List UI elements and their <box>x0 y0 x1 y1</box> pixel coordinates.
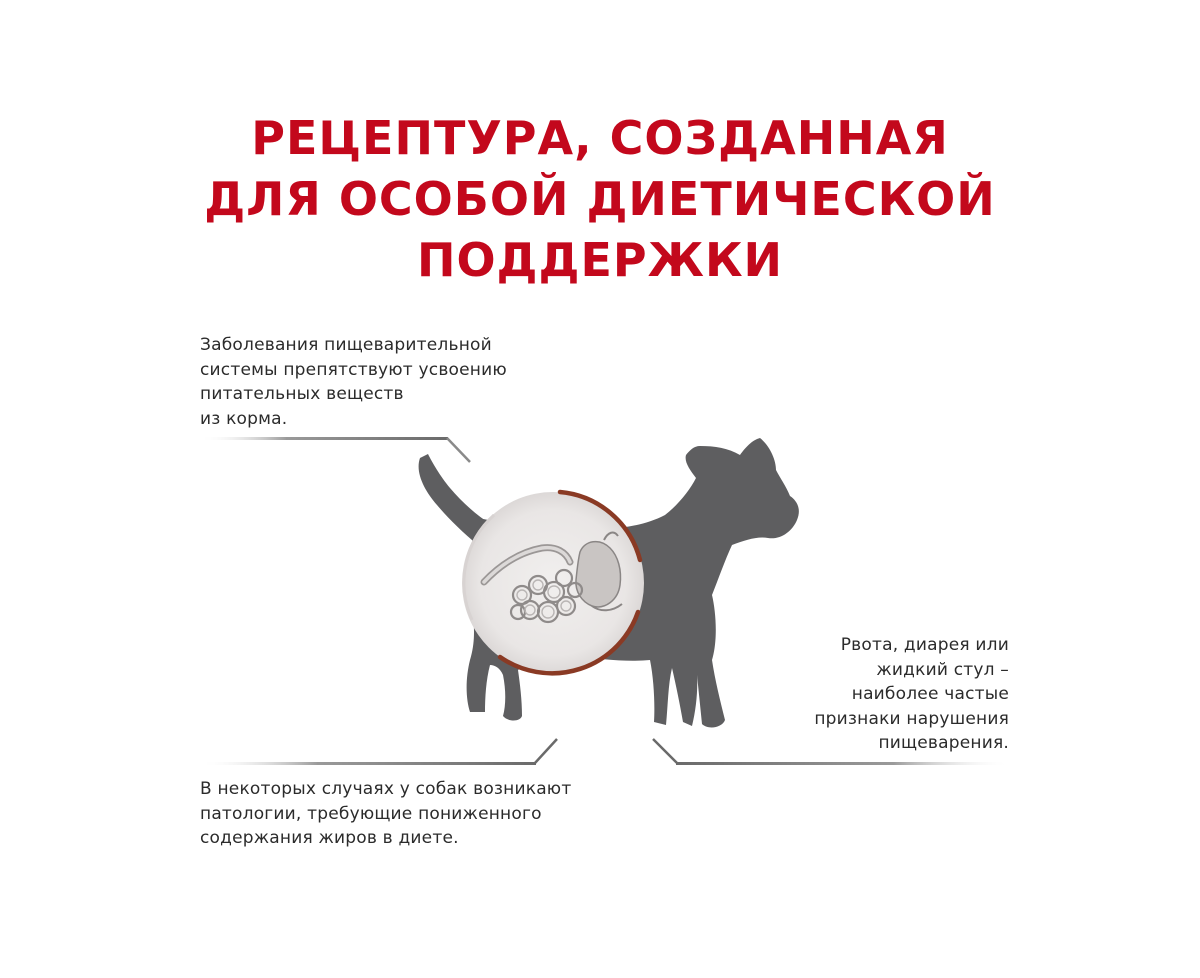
note-line: жидкий стул – <box>876 659 1009 680</box>
note-digestive-diseases <box>200 333 507 431</box>
title-line-3: ПОДДЕРЖКИ <box>416 233 784 287</box>
note-line: содержания жиров в диете. <box>200 828 459 848</box>
note-line: системы препятствуют усвоению <box>200 359 507 380</box>
stomach-shape <box>576 542 621 607</box>
title-line-1: РЕЦЕПТУРА, СОЗДАННАЯ <box>251 111 949 165</box>
note-line: признаки нарушения <box>814 708 1009 729</box>
digestive-tract-window <box>462 492 644 674</box>
title-line-2: ДЛЯ ОСОБОЙ ДИЕТИЧЕСКОЙ <box>204 172 996 226</box>
note-low-fat-diet <box>200 777 571 851</box>
note-line: из корма. <box>200 408 288 429</box>
note-line: питательных веществ <box>200 384 404 404</box>
note-line: патологии, требующие пониженного <box>200 803 542 824</box>
note-line: Заболевания пищеварительной <box>200 335 492 355</box>
note-line: наиболее частые <box>851 684 1009 704</box>
note-line: пищеварения. <box>878 733 1009 753</box>
note-line: В некоторых случаях у собак возникают <box>200 779 572 799</box>
note-symptoms <box>814 633 1009 756</box>
note-line: Рвота, диарея или <box>840 635 1009 655</box>
leader-line-bottom-left <box>200 739 557 765</box>
